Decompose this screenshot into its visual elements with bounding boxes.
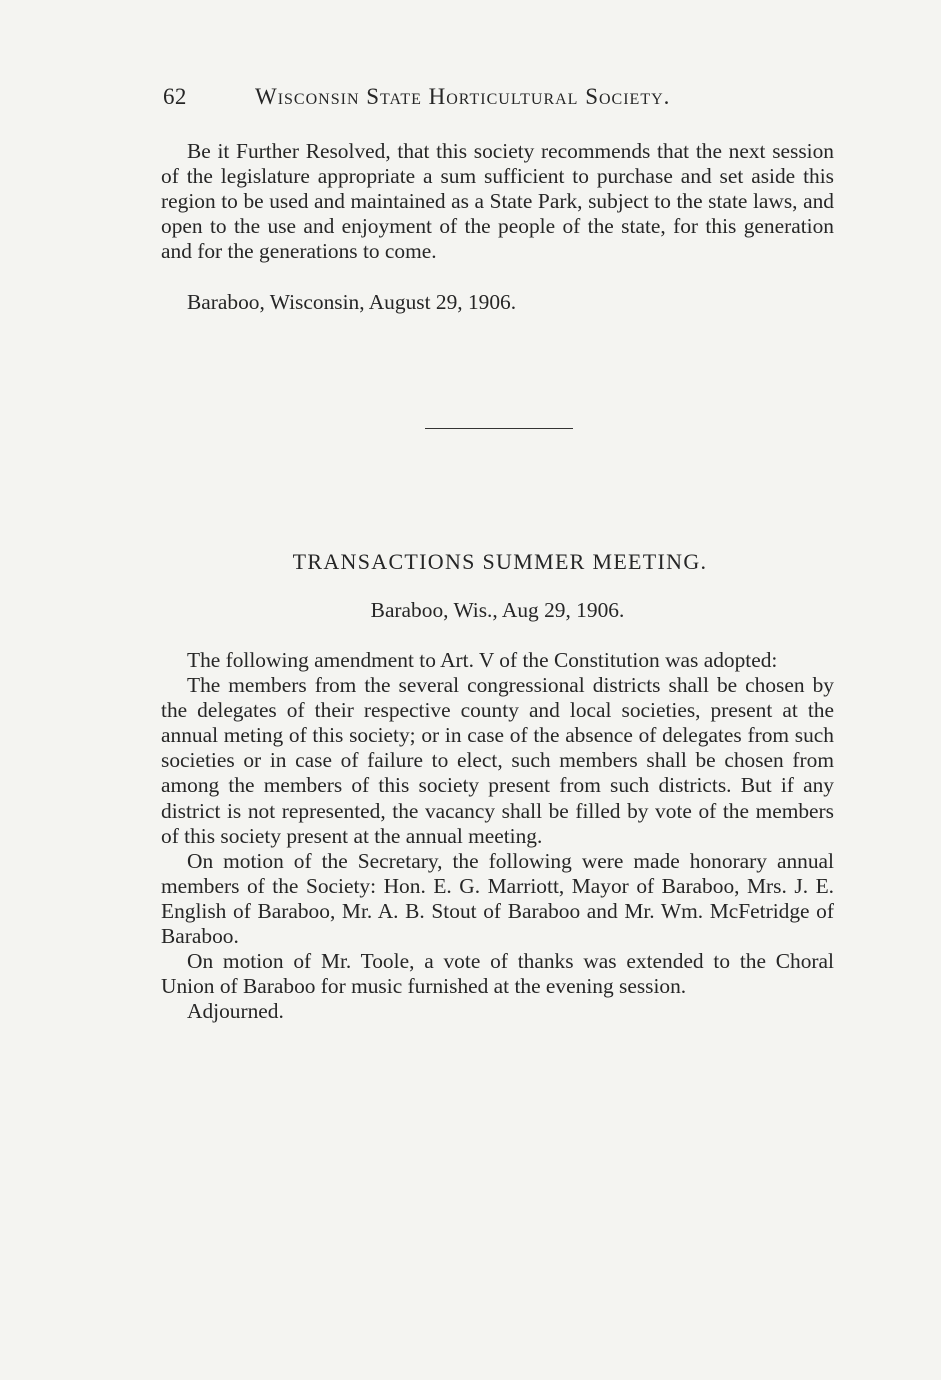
section-date: Baraboo, Wis., Aug 29, 1906. <box>370 598 625 622</box>
paragraph-adjourned: Adjourned. <box>187 999 284 1024</box>
section-heading: TRANSACTIONS SUMMER MEETING. <box>292 549 708 574</box>
running-header <box>163 84 763 110</box>
section-divider <box>425 428 573 429</box>
resolution-block <box>161 139 834 264</box>
resolution-paragraph: Be it Further Resolved, that this society recommends that the next session of the legislature appropriate a sum sufficient to purchase and set aside this region to be used and maintained as a State Park, subject to the state laws, and open to the use and enjoyment of the people of the state, for this generation and for the generations to come. <box>161 139 834 264</box>
resolution-dateline: Baraboo, Wisconsin, August 29, 1906. <box>187 290 517 314</box>
page-number: 62 <box>163 84 187 109</box>
paragraph-honorary-members: On motion of the Secretary, the following were made honorary annual members of the Society: Hon. E. G. Marriott, Mayor of Baraboo, Mrs. J. E. English of Baraboo, Mr. A. B. Stout of Baraboo and Mr. Wm. McFetridge of Baraboo. <box>161 848 834 949</box>
running-title: Wisconsin State Horticultural Society. <box>255 84 671 109</box>
paragraph-amendment-text: The members from the several congressional districts shall be chosen by the delegates of their respective county and local societies, present at the annual meting of this society; or in case of the absence of delegates from such societies or in case of failure to elect, such members shall be chosen from among the members of this society present from such districts. But if any district is not represented, the vacancy shall be filled by vote of the members of this society present at the annual meeting. <box>161 673 834 848</box>
paragraph-vote-of-thanks: On motion of Mr. Toole, a vote of thanks was extended to the Choral Union of Baraboo for music furnished at the evening session. <box>161 949 834 999</box>
transactions-body <box>161 648 834 1024</box>
paragraph-amendment-intro: The following amendment to Art. V of the Constitution was adopted: <box>187 648 778 672</box>
